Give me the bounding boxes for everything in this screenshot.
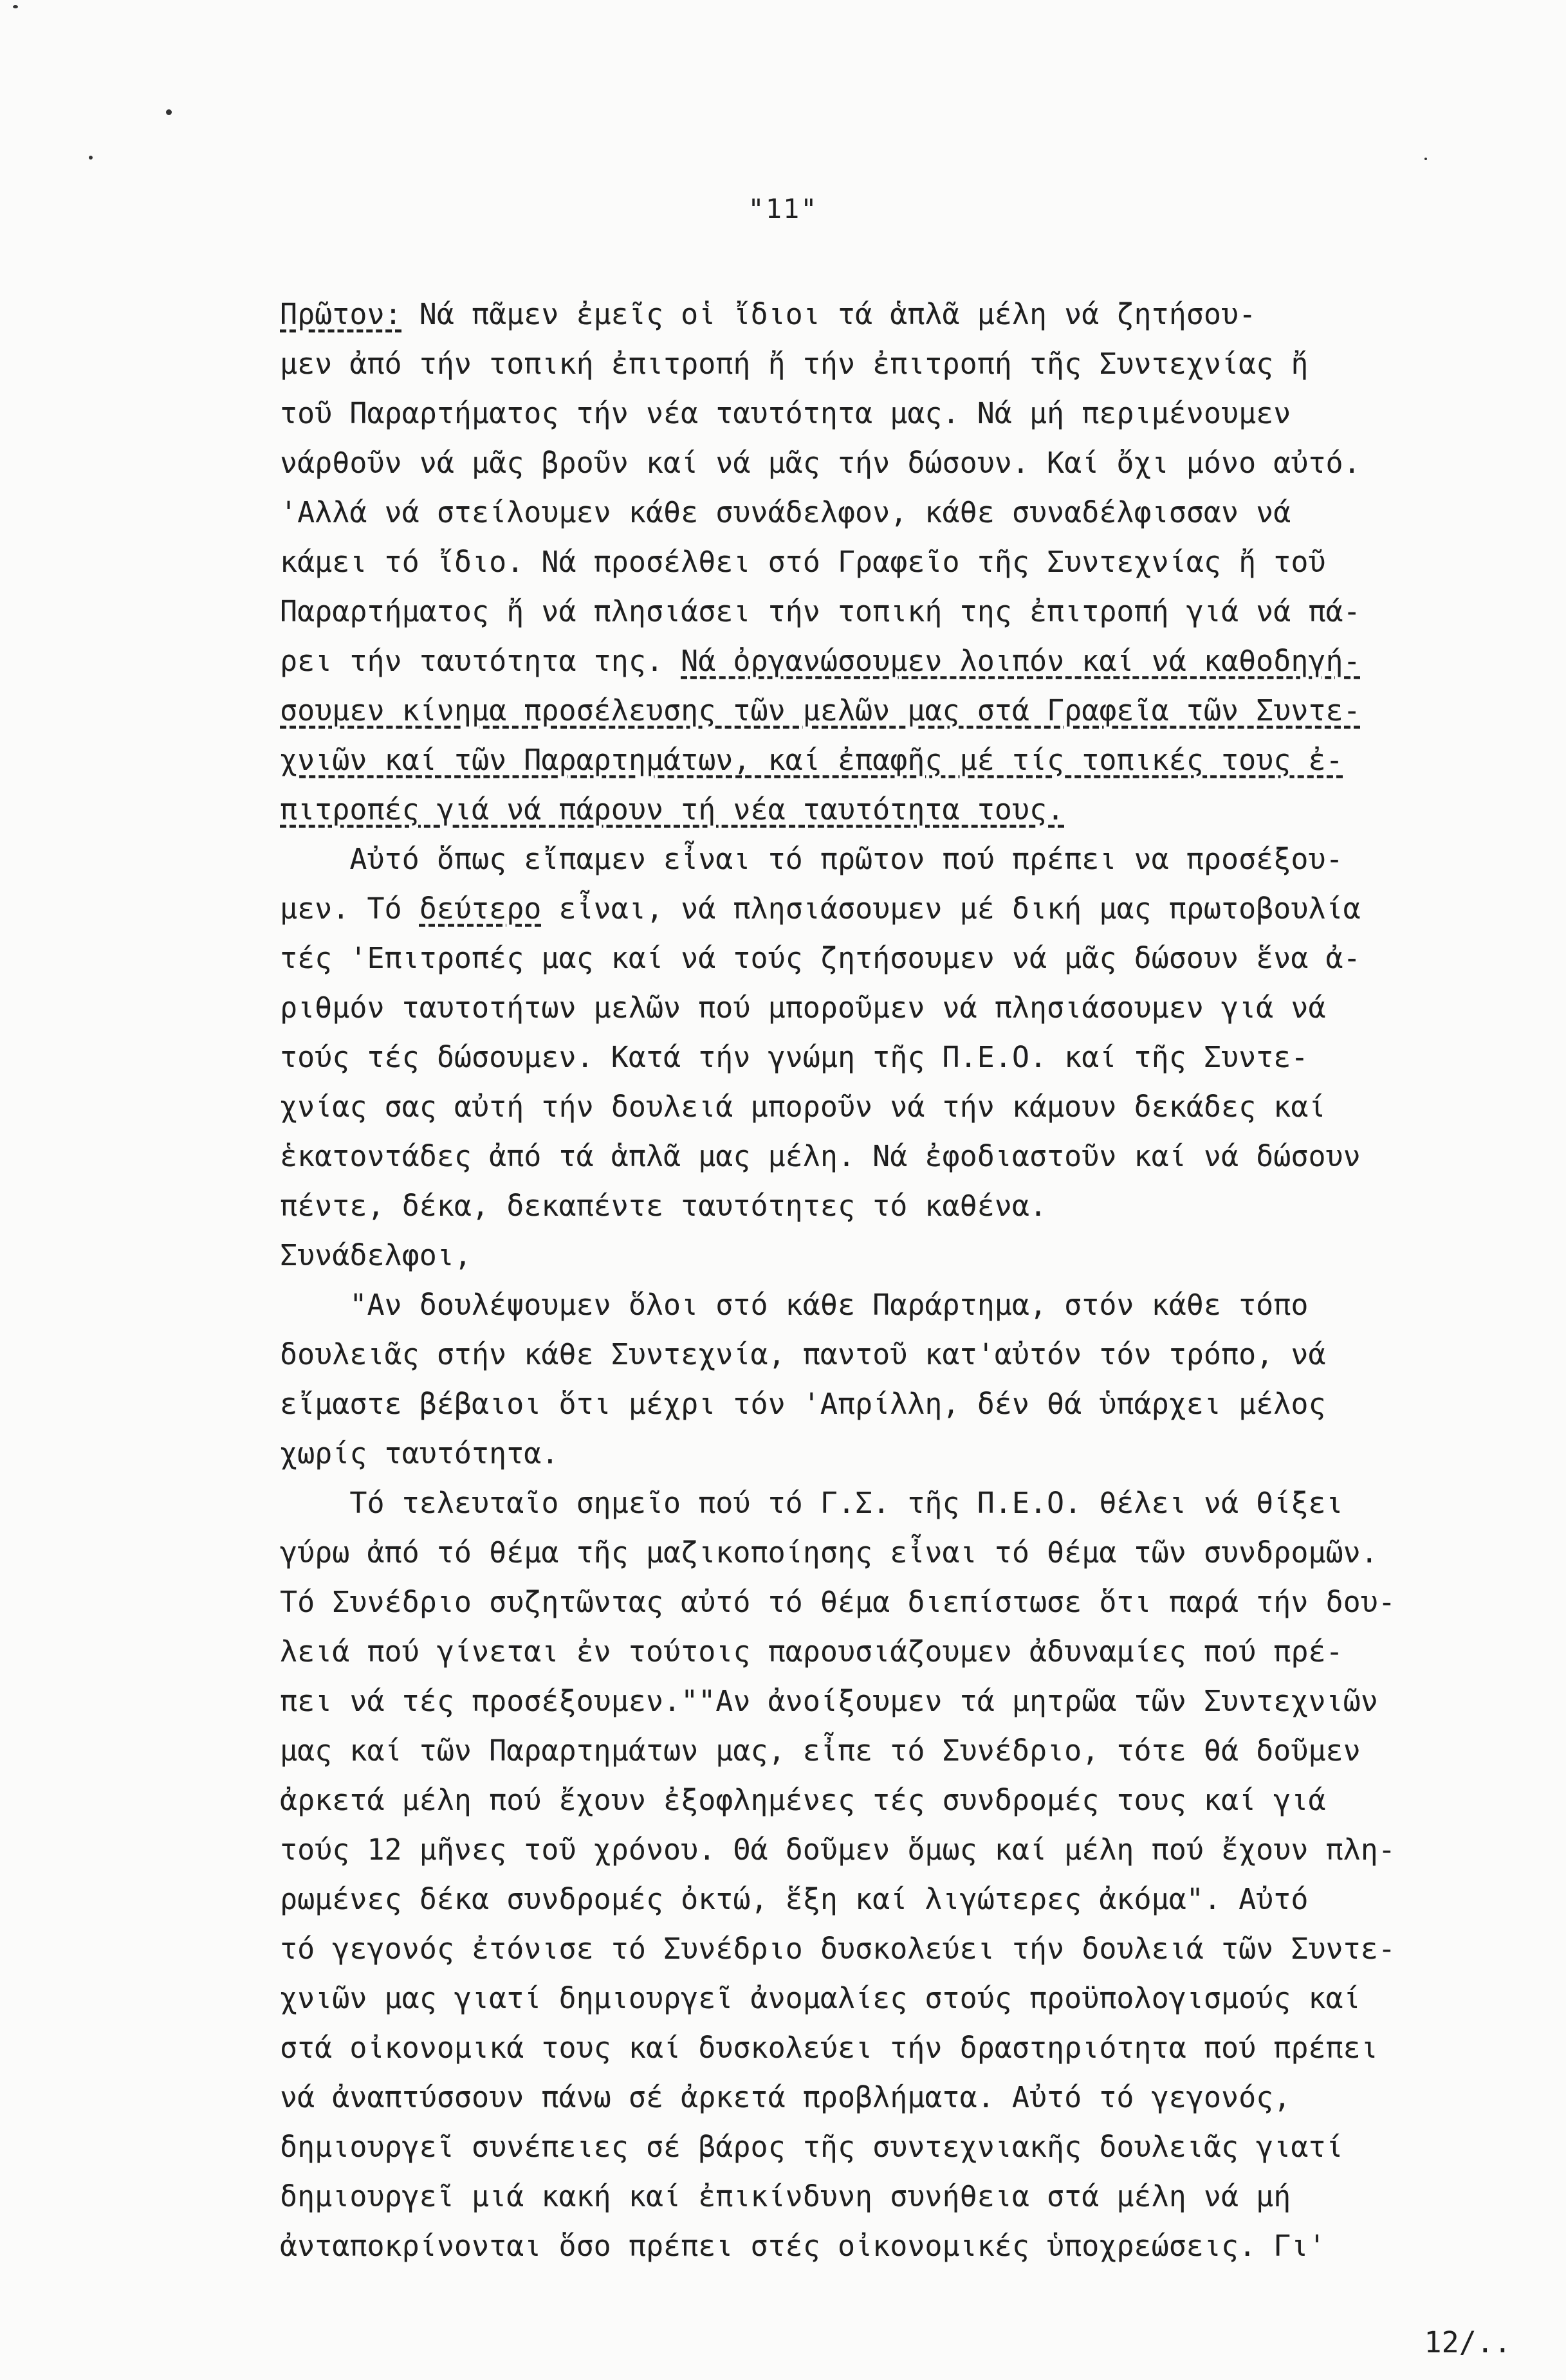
line-text: τές 'Επιτροπές μας καί νά τούς ζητήσουμεν νά μᾶς δώσουν ἕνα ἀ- (280, 941, 1361, 975)
line-text: 'Αλλά νά στείλουμεν κάθε συνάδελφον, κάθε συναδέλφισσαν νά (280, 495, 1291, 529)
text-line (280, 2122, 1541, 2172)
line-text: Συνάδελφοι, (280, 1238, 472, 1272)
scan-speck (13, 5, 18, 8)
line-text: Αὐτό ὅπως εἴπαμεν εἶναι τό πρῶτον πού πρέπει να προσέξου- (280, 842, 1343, 876)
line-text: τούς 12 μῆνες τοῦ χρόνου. Θά δοῦμεν ὅμως καί μέλη πού ἔχουν πλη- (280, 1833, 1396, 1867)
text-line (280, 2221, 1541, 2271)
line-text: πέντε, δέκα, δεκαπέντε ταυτότητες τό καθένα. (280, 1189, 1047, 1223)
underlined-text: σουμεν κίνημα προσέλευσης τῶν μελῶν μας στά Γραφεῖα τῶν Συντε- (280, 693, 1361, 728)
underlined-text: χνιῶν καί τῶν Παραρτημάτων, καί ἐπαφῆς μέ τίς τοπικές τους ἐ- (280, 743, 1343, 777)
text-line (280, 1478, 1541, 1528)
text-line (280, 983, 1541, 1032)
line-text: ἑκατοντάδες ἀπό τά ἁπλᾶ μας μέλη. Νά ἐφοδιαστοῦν καί νά δώσουν (280, 1139, 1361, 1173)
text-line (280, 1528, 1541, 1577)
line-text: Τό τελευταῖο σημεῖο πού τό Γ.Σ. τῆς Π.Ε.Ο. θέλει νά θίξει (280, 1486, 1343, 1520)
line-text: εἴμαστε βέβαιοι ὅτι μέχρι τόν 'Απρίλλη, δέν θά ὑπάρχει μέλος (280, 1387, 1326, 1421)
text-line (280, 537, 1541, 587)
line-text: μεν ἀπό τήν τοπική ἐπιτροπή ἤ τήν ἐπιτροπή τῆς Συντεχνίας ἤ (280, 347, 1309, 381)
line-text: νά ἀναπτύσσουν πάνω σέ ἀρκετά προβλήματα. Αὐτό τό γεγονός, (280, 2080, 1291, 2114)
line-text: στά οἰκονομικά τους καί δυσκολεύει τήν δραστηριότητα πού πρέπει (280, 2031, 1378, 2065)
text-line (280, 884, 1541, 933)
text-line (280, 933, 1541, 983)
text-line (280, 686, 1541, 735)
line-text: ρει τήν ταυτότητα της. (280, 644, 681, 678)
line-text: δημιουργεῖ συνέπειες σέ βάρος τῆς συντεχνιακῆς δουλειᾶς γιατί (280, 2130, 1343, 2164)
line-text: πει νά τές προσέξουμεν.""Αν ἀνοίξουμεν τά μητρῶα τῶν Συντεχνιῶν (280, 1684, 1378, 1718)
text-line (280, 1032, 1541, 1082)
scan-speck (89, 156, 93, 160)
text-line (280, 389, 1541, 438)
line-text: μεν. Τό (280, 892, 419, 926)
line-text: τούς τές δώσουμεν. Κατά τήν γνώμη τῆς Π.Ε.Ο. καί τῆς Συντε- (280, 1040, 1309, 1074)
text-line (280, 438, 1541, 488)
scan-speck (1424, 158, 1427, 160)
line-text: Παραρτήματος ἤ νά πλησιάσει τήν τοπική της ἐπιτροπή γιά νά πά- (280, 594, 1361, 628)
text-line (280, 1330, 1541, 1379)
text-line (280, 834, 1541, 884)
text-line (280, 1231, 1541, 1280)
line-text: χνιῶν μας γιατί δημιουργεῖ ἀνομαλίες στούς προϋπολογισμούς καί (280, 1981, 1361, 2015)
line-text: λειά πού γίνεται ἐν τούτοις παρουσιάζουμεν ἀδυναμίες πού πρέ- (280, 1634, 1343, 1669)
document-body (280, 289, 1541, 2271)
line-text: δουλειᾶς στήν κάθε Συντεχνία, παντοῦ κατ'αὐτόν τόν τρόπο, νά (280, 1337, 1326, 1371)
text-line (280, 1280, 1541, 1330)
text-line (280, 1676, 1541, 1726)
text-line (280, 1973, 1541, 2023)
line-text: τοῦ Παραρτήματος τήν νέα ταυτότητα μας. Νά μή περιμένουμεν (280, 396, 1291, 430)
text-line (280, 488, 1541, 537)
line-text: "Αν δουλέψουμεν ὅλοι στό κάθε Παράρτημα, στόν κάθε τόπο (280, 1288, 1309, 1322)
line-text: ριθμόν ταυτοτήτων μελῶν πού μποροῦμεν νά πλησιάσουμεν γιά νά (280, 991, 1326, 1025)
text-line (280, 1181, 1541, 1231)
line-text: δημιουργεῖ μιά κακή καί ἐπικίνδυνη συνήθεια στά μέλη νά μή (280, 2179, 1291, 2213)
line-text: χνίας σας αὐτή τήν δουλειά μποροῦν νά τήν κάμουν δεκάδες καί (280, 1090, 1326, 1124)
line-text: ρωμένες δέκα συνδρομές ὀκτώ, ἕξη καί λιγώτερες ἀκόμα". Αὐτό (280, 1882, 1309, 1916)
line-text: εἶναι, νά πλησιάσουμεν μέ δική μας πρωτοβουλία (541, 892, 1361, 926)
text-line (280, 2023, 1541, 2073)
text-line (280, 1577, 1541, 1627)
page-number: "11" (748, 193, 818, 224)
text-line (280, 785, 1541, 834)
scan-speck (166, 109, 172, 115)
underlined-text: πιτροπές γιά νά πάρουν τή νέα ταυτότητα τους. (280, 792, 1065, 827)
text-line (280, 587, 1541, 636)
text-line (280, 1825, 1541, 1874)
text-line (280, 1379, 1541, 1429)
line-text: μας καί τῶν Παραρτημάτων μας, εἶπε τό Συνέδριο, τότε θά δοῦμεν (280, 1734, 1361, 1768)
continuation-marker: 12/.. (1424, 2325, 1511, 2359)
line-text: ἀρκετά μέλη πού ἔχουν ἐξοφλημένες τές συνδρομές τους καί γιά (280, 1783, 1326, 1817)
text-line (280, 2172, 1541, 2221)
text-line (280, 1131, 1541, 1181)
text-line (280, 636, 1541, 686)
text-line (280, 2073, 1541, 2122)
text-line (280, 1726, 1541, 1775)
underlined-text: Πρῶτον: (280, 297, 402, 331)
text-line (280, 1775, 1541, 1825)
line-text: κάμει τό ἴδιο. Νά προσέλθει στό Γραφεῖο τῆς Συντεχνίας ἤ τοῦ (280, 545, 1326, 579)
text-line (280, 1429, 1541, 1478)
text-line (280, 1874, 1541, 1924)
line-text: ἀνταποκρίνονται ὅσο πρέπει στές οἰκονομικές ὑποχρεώσεις. Γι' (280, 2229, 1326, 2263)
line-text: νάρθοῦν νά μᾶς βροῦν καί νά μᾶς τήν δώσουν. Καί ὄχι μόνο αὐτό. (280, 446, 1361, 480)
line-text: Τό Συνέδριο συζητῶντας αὐτό τό θέμα διεπίστωσε ὅτι παρά τήν δου- (280, 1585, 1396, 1619)
line-text: γύρω ἀπό τό θέμα τῆς μαζικοποίησης εἶναι τό θέμα τῶν συνδρομῶν. (280, 1535, 1378, 1570)
text-line (280, 289, 1541, 339)
line-text: χωρίς ταυτότητα. (280, 1436, 559, 1470)
line-text: Νά πᾶμεν ἐμεῖς οἱ ἴδιοι τά ἁπλᾶ μέλη νά ζητήσου- (401, 297, 1257, 331)
text-line (280, 1082, 1541, 1131)
text-line (280, 1924, 1541, 1973)
line-text: τό γεγονός ἐτόνισε τό Συνέδριο δυσκολεύει τήν δουλειά τῶν Συντε- (280, 1932, 1396, 1966)
underlined-text: Νά ὀργανώσουμεν λοιπόν καί νά καθοδηγή- (681, 644, 1361, 678)
text-line (280, 735, 1541, 785)
text-line (280, 1627, 1541, 1676)
text-line (280, 339, 1541, 389)
underlined-text: δεύτερο (419, 892, 542, 926)
